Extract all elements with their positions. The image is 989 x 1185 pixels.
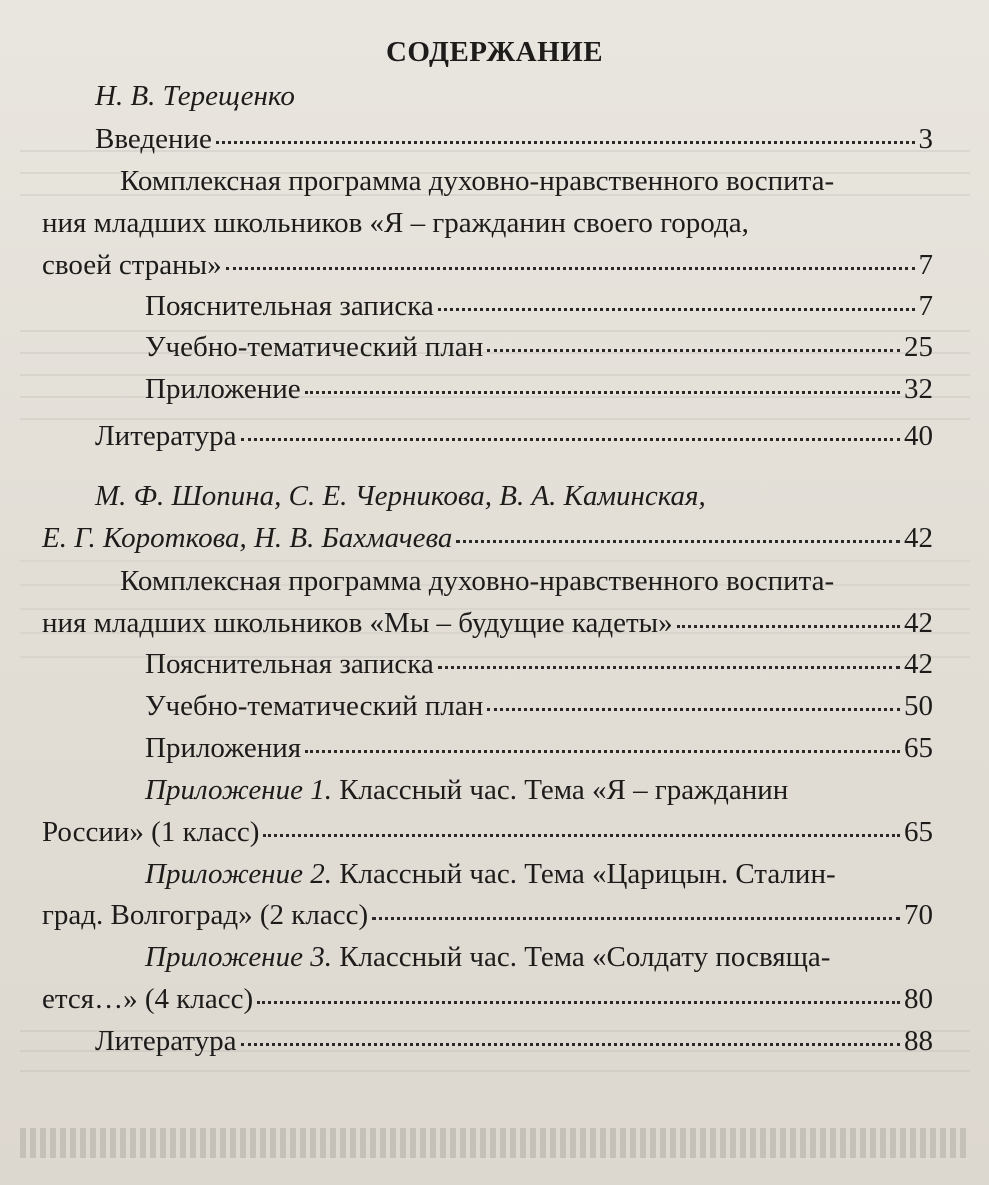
toc-page-number: 65 [904, 732, 933, 764]
dot-leader [241, 438, 900, 441]
appendix-title: Приложение 3. [145, 941, 332, 973]
dot-leader [677, 625, 900, 628]
toc-entry-label: Введение [95, 123, 212, 155]
toc-entry-label: Учебно-тематический план [145, 690, 484, 722]
toc-entry-label: Учебно-тематический план [145, 331, 484, 363]
toc-entry-label: ется…» (4 класс) [42, 983, 254, 1015]
dot-leader [487, 708, 900, 711]
toc-entry-item[interactable] [145, 290, 933, 323]
toc-entry-item[interactable] [145, 732, 933, 765]
toc-page-number: 32 [904, 373, 933, 405]
section1-author: Н. В. Терещенко [95, 80, 295, 112]
program1-line1: Комплексная программа духовно-нравственного воспита- [120, 165, 835, 197]
dot-leader [305, 750, 900, 753]
toc-entry-program2[interactable] [42, 607, 933, 640]
toc-entry-program1[interactable] [42, 249, 933, 282]
bleed-through-texture [20, 1128, 970, 1158]
dot-leader [438, 666, 900, 669]
toc-page-number: 40 [904, 420, 933, 452]
dot-leader [226, 267, 915, 270]
appendix1-line1 [145, 774, 788, 807]
toc-page-number: 65 [904, 816, 933, 848]
toc-page-number: 25 [904, 331, 933, 363]
toc-entry-literature[interactable] [95, 420, 933, 453]
toc-entry-item[interactable] [145, 331, 933, 364]
toc-page-number: 42 [904, 522, 933, 554]
toc-entry-label: град. Волгоград» (2 класс) [42, 899, 369, 931]
dot-leader [241, 1043, 900, 1046]
program1-line2: ния младших школьников «Я – гражданин своего города, [42, 207, 749, 239]
toc-entry-label: своей страны» [42, 249, 222, 281]
toc-entry-item[interactable] [145, 690, 933, 723]
toc-page-number: 42 [904, 648, 933, 680]
appendix-text: Классный час. Тема «Я – гражданин [331, 774, 789, 806]
toc-page-number: 70 [904, 899, 933, 931]
toc-entry-label: Приложение [145, 373, 301, 405]
toc-entry-label: Приложения [145, 732, 302, 764]
appendix-title: Приложение 1. [145, 774, 332, 806]
dot-leader [216, 141, 915, 144]
dot-leader [456, 540, 900, 543]
section2-authors-line1: М. Ф. Шопина, С. Е. Черникова, В. А. Каминская, [95, 480, 706, 512]
program2-line1: Комплексная программа духовно-нравственного воспита- [120, 565, 835, 597]
dot-leader [372, 917, 900, 920]
dot-leader [438, 308, 915, 311]
appendix-text: Классный час. Тема «Царицын. Сталин- [331, 858, 836, 890]
toc-entry-label: Пояснительная записка [145, 290, 434, 322]
toc-entry-literature[interactable] [95, 1025, 933, 1058]
toc-entry-label: России» (1 класс) [42, 816, 260, 848]
toc-page-number: 42 [904, 607, 933, 639]
toc-page-number: 7 [918, 290, 933, 322]
toc-entry-label: Пояснительная записка [145, 648, 434, 680]
dot-leader [305, 391, 900, 394]
toc-entry-label: ния младших школьников «Мы – будущие кадеты» [42, 607, 673, 639]
dot-leader [263, 834, 900, 837]
appendix-text: Классный час. Тема «Солдату посвяща- [331, 941, 831, 973]
toc-entry-item[interactable] [145, 373, 933, 406]
toc-entry-appendix2[interactable] [42, 899, 933, 932]
dot-leader [257, 1001, 900, 1004]
toc-page-number: 50 [904, 690, 933, 722]
toc-page-number: 88 [904, 1025, 933, 1057]
toc-page-number: 3 [918, 123, 933, 155]
toc-page-number: 80 [904, 983, 933, 1015]
toc-entry-appendix1[interactable] [42, 816, 933, 849]
toc-entry-label: Е. Г. Короткова, Н. В. Бахмачева [42, 522, 453, 554]
appendix3-line1 [145, 941, 830, 974]
toc-entry-item[interactable] [145, 648, 933, 681]
toc-entry-authors2[interactable] [42, 522, 933, 555]
dot-leader [487, 349, 900, 352]
appendix-title: Приложение 2. [145, 858, 332, 890]
toc-entry-intro[interactable] [95, 123, 933, 156]
toc-page-number: 7 [918, 249, 933, 281]
page-title: СОДЕРЖАНИЕ [385, 36, 604, 68]
toc-entry-label: Литература [95, 420, 237, 452]
toc-entry-label: Литература [95, 1025, 237, 1057]
appendix2-line1 [145, 858, 836, 891]
toc-entry-appendix3[interactable] [42, 983, 933, 1016]
